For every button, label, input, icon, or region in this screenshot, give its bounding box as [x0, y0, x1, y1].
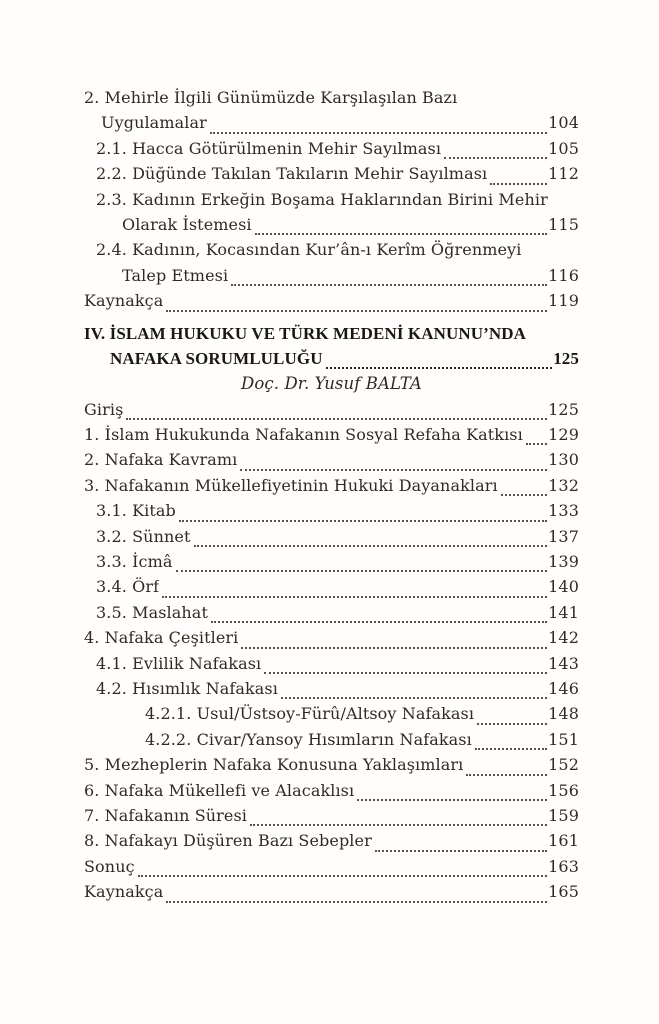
author-byline: Doç. Dr. Yusuf BALTA: [241, 374, 422, 394]
page-number: 165: [548, 882, 579, 902]
toc-entry-text: Talep Etmesi: [122, 265, 229, 285]
toc-entry-line: [96, 501, 579, 526]
dot-leader: [526, 443, 547, 445]
toc-entry-line: [145, 704, 579, 729]
page-number: 146: [548, 678, 579, 698]
toc-entry-line: [84, 450, 579, 475]
page-number: 116: [548, 265, 579, 285]
toc-entry-line: [96, 240, 579, 265]
toc-entry-line: [84, 806, 579, 831]
section-heading-line: [84, 324, 579, 349]
toc-entry-text: 1. İslam Hukukunda Nafakanın Sosyal Refaha Katkısı: [84, 425, 523, 445]
toc-entry-text: 3.4. Örf: [96, 577, 160, 597]
toc-entry-text: 2.3. Kadının Erkeğin Boşama Haklarından Birini Mehir: [96, 189, 548, 209]
dot-leader: [326, 367, 553, 369]
page-number: 152: [548, 755, 579, 775]
dot-leader: [194, 545, 548, 547]
toc-entry-line: [96, 603, 579, 628]
toc-entry-line: [122, 215, 579, 240]
toc-entry-line: [96, 164, 579, 189]
dot-leader: [210, 132, 547, 134]
dot-leader: [501, 494, 547, 496]
page-number: 148: [548, 704, 579, 724]
dot-leader: [490, 183, 547, 185]
toc-entry-line: [84, 291, 579, 316]
page-number: 129: [548, 425, 579, 445]
toc-entry-text: 8. Nafakayı Düşüren Bazı Sebepler: [84, 831, 372, 851]
toc-entry-text: Olarak İstemesi: [122, 214, 252, 234]
toc-entry-text: Giriş: [84, 399, 124, 419]
toc-entry-line: [84, 400, 579, 425]
toc-entry-text: 2. Mehirle İlgili Günümüzde Karşılaşılan Bazı: [84, 88, 458, 107]
dot-leader: [375, 850, 547, 852]
toc-entry-text: Kaynakça: [84, 291, 164, 311]
dot-leader: [477, 723, 547, 725]
dot-leader: [211, 621, 547, 623]
toc-entry-line: [96, 190, 579, 215]
page-number: 156: [548, 780, 579, 800]
toc-lines: [84, 88, 579, 908]
toc-entry-line: [84, 628, 579, 653]
dot-leader: [126, 418, 547, 420]
toc-entry-line: [84, 425, 579, 450]
page-number: 125: [548, 399, 579, 419]
section-heading-line: [110, 349, 579, 374]
toc-entry-text: NAFAKA SORUMLULUĞU: [110, 348, 323, 368]
page-number: 125: [553, 348, 579, 368]
dot-leader: [166, 310, 547, 312]
page-number: 141: [548, 602, 579, 622]
toc-entry-line: [96, 552, 579, 577]
toc-entry-text: 2.2. Düğünde Takılan Takıların Mehir Sayılması: [96, 164, 488, 184]
toc-entry-text: Sonuç: [84, 856, 135, 876]
page-number: 104: [548, 113, 579, 133]
page-number: 137: [548, 526, 579, 546]
toc-entry-line: [96, 679, 579, 704]
page-number: 163: [548, 856, 579, 876]
toc-entry-text: 3.1. Kitab: [96, 501, 176, 521]
dot-leader: [255, 233, 548, 235]
toc-entry-line: [96, 577, 579, 602]
dot-leader: [475, 748, 547, 750]
dot-leader: [264, 672, 547, 674]
toc-entry-text: 6. Nafaka Mükellefi ve Alacaklısı: [84, 780, 355, 800]
page-number: 119: [548, 291, 579, 311]
toc-entry-text: Kaynakça: [84, 882, 164, 902]
page-number: 115: [548, 214, 579, 234]
toc-entry-text: 4.1. Evlilik Nafakası: [96, 653, 262, 673]
toc-entry-text: 3.5. Maslahat: [96, 602, 208, 622]
dot-leader: [444, 157, 547, 159]
dot-leader: [176, 570, 548, 572]
page-number: 112: [548, 164, 579, 184]
toc-entry-text: 2. Nafaka Kavramı: [84, 450, 238, 470]
toc-entry-line: [122, 266, 579, 291]
page-number: 105: [548, 138, 579, 158]
toc-entry-line: [84, 882, 579, 907]
toc-entry-line: [101, 113, 579, 138]
toc-entry-text: 2.4. Kadının, Kocasından Kur’ân-ı Kerîm Öğrenmeyi: [96, 240, 522, 260]
toc-entry-line: [96, 654, 579, 679]
dot-leader: [281, 697, 547, 699]
toc-entry-text: 5. Mezheplerin Nafaka Konusuna Yaklaşımları: [84, 755, 464, 775]
page-number: 143: [548, 653, 579, 673]
toc-entry-line: [84, 755, 579, 780]
toc-entry-line: [84, 857, 579, 882]
toc-entry-text: 4.2.1. Usul/Üstsoy-Fürû/Altsoy Nafakası: [145, 704, 475, 724]
toc-entry-text: 4.2. Hısımlık Nafakası: [96, 678, 278, 698]
page-number: 132: [548, 475, 579, 495]
dot-leader: [466, 774, 547, 776]
toc-entry-text: 3.3. İcmâ: [96, 552, 173, 572]
toc-entry-text: 4.2.2. Civar/Yansoy Hısımların Nafakası: [145, 729, 472, 749]
toc-entry-line: [84, 831, 579, 856]
page-number: 139: [548, 552, 579, 572]
dot-leader: [357, 799, 547, 801]
dot-leader: [162, 596, 547, 598]
page-number: 133: [548, 501, 579, 521]
toc-entry-text: IV. İSLAM HUKUKU VE TÜRK MEDENİ KANUNU’NDA: [84, 323, 526, 343]
dot-leader: [166, 901, 547, 903]
dot-leader: [240, 469, 547, 471]
toc-entry-line: [96, 527, 579, 552]
toc-entry-text: Uygulamalar: [101, 113, 207, 133]
dot-leader: [231, 284, 547, 286]
toc-entry-text: 3.2. Sünnet: [96, 526, 191, 546]
page-number: 159: [548, 805, 579, 825]
toc-entry-line: [145, 730, 579, 755]
page-number: 140: [548, 577, 579, 597]
dot-leader: [250, 824, 547, 826]
dot-leader: [138, 875, 547, 877]
toc-entry-text: 4. Nafaka Çeşitleri: [84, 628, 239, 648]
toc-entry-text: 7. Nafakanın Süresi: [84, 805, 248, 825]
toc-entry-line: [84, 781, 579, 806]
toc-entry-line: [84, 88, 579, 113]
page-number: 130: [548, 450, 579, 470]
page-number: 142: [548, 628, 579, 648]
toc-entry-text: 3. Nafakanın Mükellefiyetinin Hukuki Dayanakları: [84, 475, 498, 495]
page-number: 151: [548, 729, 579, 749]
dot-leader: [179, 520, 547, 522]
dot-leader: [241, 647, 547, 649]
page-number: 161: [548, 831, 579, 851]
toc-entry-line: [84, 476, 579, 501]
toc-entry-line: [96, 139, 579, 164]
toc-entry-text: 2.1. Hacca Götürülmenin Mehir Sayılması: [96, 138, 442, 158]
